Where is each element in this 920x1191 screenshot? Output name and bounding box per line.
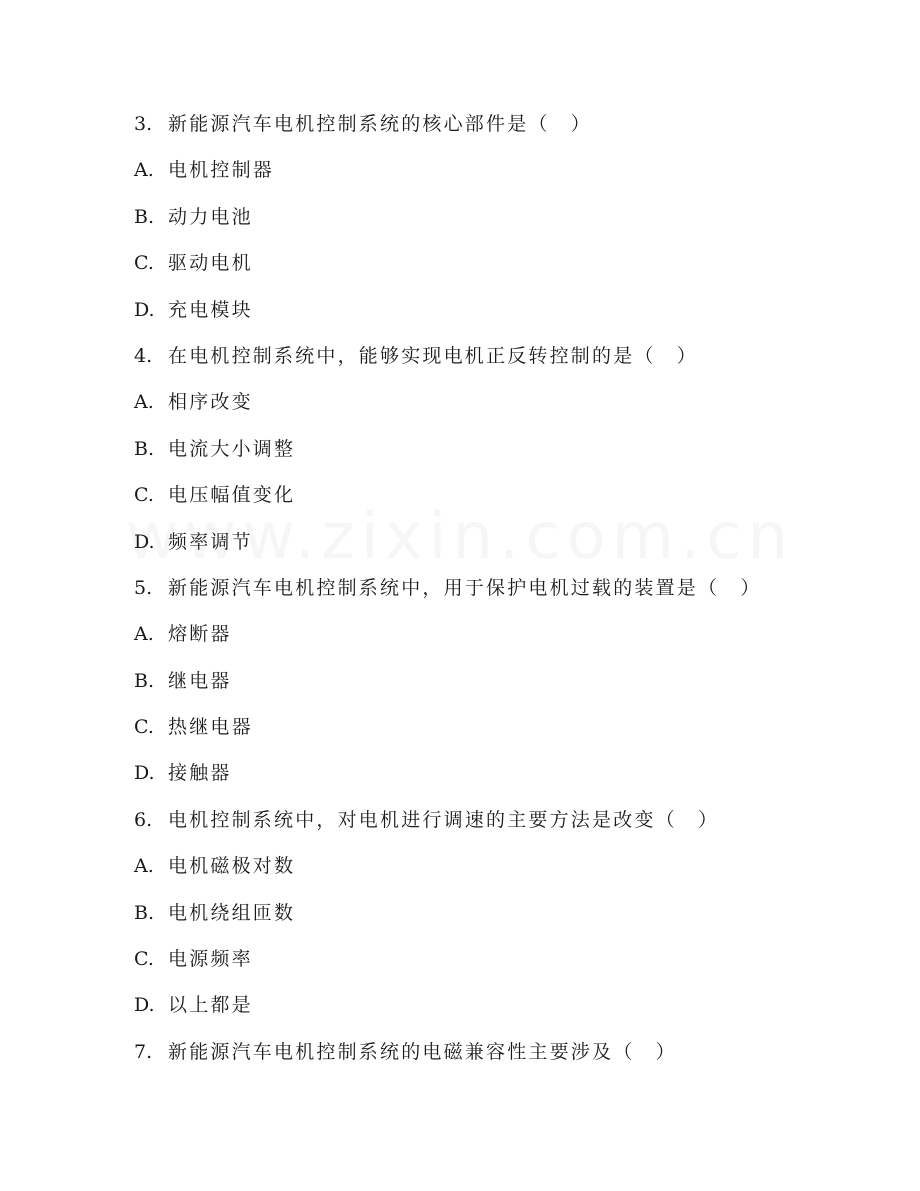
option-text: 充电模块 (168, 298, 253, 321)
option-4-c (134, 481, 854, 527)
option-letter: A. (134, 623, 154, 646)
option-letter: A. (134, 391, 154, 414)
question-list (134, 110, 854, 1084)
option-text: 频率调节 (168, 530, 253, 553)
option-text: 驱动电机 (168, 252, 253, 275)
option-5-d (134, 759, 854, 805)
option-3-d (134, 296, 854, 342)
option-letter: C. (134, 484, 154, 507)
option-text: 电源频率 (168, 948, 253, 971)
option-text: 继电器 (168, 669, 232, 692)
option-5-a (134, 620, 854, 666)
question-6 (134, 806, 854, 852)
question-text: 新能源汽车电机控制系统的电磁兼容性主要涉及（ ） (168, 1040, 677, 1063)
question-3 (134, 110, 854, 156)
option-5-b (134, 667, 854, 713)
option-letter: B. (134, 901, 155, 924)
question-4 (134, 342, 854, 388)
question-text: 新能源汽车电机控制系统中，用于保护电机过载的装置是（ ） (168, 576, 762, 599)
question-number: 5. (134, 576, 153, 599)
option-letter: B. (134, 205, 155, 228)
option-letter: C. (134, 948, 154, 971)
option-letter: D. (134, 994, 155, 1017)
option-6-a (134, 852, 854, 898)
option-letter: D. (134, 762, 155, 785)
option-3-c (134, 249, 854, 295)
option-6-b (134, 899, 854, 945)
option-letter: C. (134, 252, 154, 275)
question-text: 在电机控制系统中，能够实现电机正反转控制的是（ ） (168, 344, 699, 367)
option-6-d (134, 991, 854, 1037)
question-number: 7. (134, 1040, 153, 1063)
option-letter: A. (134, 855, 154, 878)
option-text: 熔断器 (168, 623, 232, 646)
option-letter: D. (134, 530, 155, 553)
option-letter: D. (134, 298, 155, 321)
option-4-b (134, 435, 854, 481)
option-3-a (134, 156, 854, 202)
question-number: 3. (134, 113, 153, 135)
option-5-c (134, 713, 854, 759)
option-letter: B. (134, 669, 155, 692)
question-number: 6. (134, 808, 153, 831)
option-text: 电机磁极对数 (168, 855, 296, 878)
option-text: 热继电器 (168, 716, 253, 739)
option-text: 以上都是 (168, 994, 253, 1017)
option-4-d (134, 528, 854, 574)
option-letter: A. (134, 159, 154, 182)
option-letter: B. (134, 437, 155, 460)
option-letter: C. (134, 716, 154, 739)
option-text: 电压幅值变化 (168, 484, 296, 507)
question-5 (134, 574, 854, 620)
question-number: 4. (134, 344, 153, 367)
option-text: 电机绕组匝数 (168, 901, 296, 924)
option-text: 电机控制器 (168, 159, 275, 182)
option-text: 接触器 (168, 762, 232, 785)
option-text: 相序改变 (168, 391, 253, 414)
option-text: 电流大小调整 (168, 437, 296, 460)
option-3-b (134, 203, 854, 249)
option-text: 动力电池 (168, 205, 253, 228)
question-7 (134, 1038, 854, 1084)
question-text: 电机控制系统中，对电机进行调速的主要方法是改变（ ） (168, 808, 720, 831)
option-6-c (134, 945, 854, 991)
question-text: 新能源汽车电机控制系统的核心部件是（ ） (168, 113, 593, 135)
option-4-a (134, 388, 854, 434)
